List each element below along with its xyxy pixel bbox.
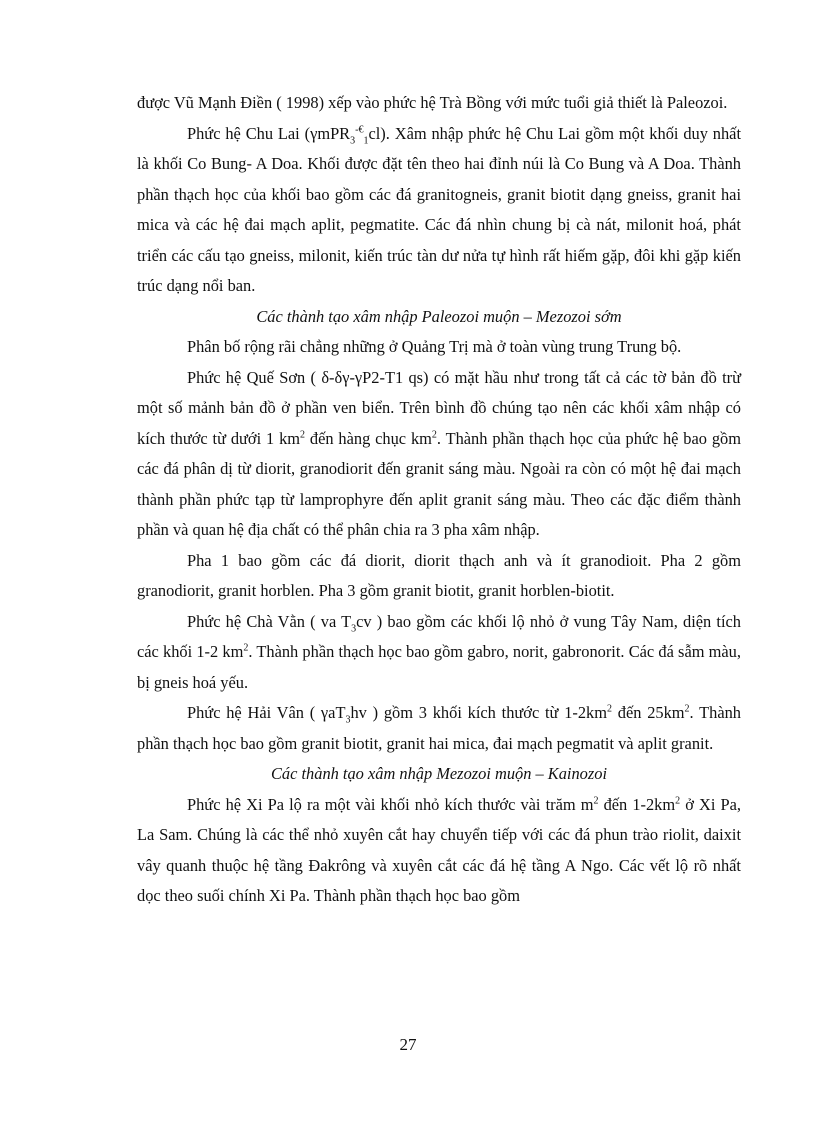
paragraph-cha-van: Phức hệ Chà Vằn ( va $T_3cv$ ) bao gồm các khối lộ nhỏ ở vung Tây Nam, diện tích các khối 1-2 $km^2$. Thành phần thạch học bao gồm gabro, norit, gabronorit. Các đá sẫm màu, bị gneis hoá yếu.	[137, 611, 741, 692]
paragraph-chu-lai: Phức hệ Chu Lai (γmPR$_3$-€$_1$cl). Xâm nhập phức hệ Chu Lai gồm một khối duy nhất là khối Co Bung- A Doa. Khối được đặt tên theo hai đỉnh núi là Co Bung và A Doa. Thành phần thạch học của khối bao gồm các đá granitogneis, granit biotit dạng gneiss, granit hai mica và các hệ đai mạch aplit, pegmatite. Các đá nhìn chung bị cà nát, milonit hoá, phát triển các cấu tạo gneiss, milonit, kiến trúc tàn dư nửa tự hình rất hiếm gặp, đôi khi gặp kiến trúc dạng nổi ban.	[137, 123, 741, 295]
paragraph-continuation: được Vũ Mạnh Điền ( 1998) xếp vào phức hệ Trà Bồng với mức tuổi giả thiết là Paleozoi.	[137, 93, 728, 112]
section-heading-mezozoi: Các thành tạo xâm nhập Mezozoi muộn – Kainozoi	[271, 764, 607, 783]
paragraph-phases: Pha 1 bao gồm các đá diorit, diorit thạch anh và ít granodioit. Pha 2 gồm granodiorit, granit horblen. Pha 3 gồm granit biotit, granit horblen-biotit.	[137, 550, 741, 600]
document-body	[137, 88, 741, 912]
paragraph-distribution: Phân bố rộng rãi chẳng những ở Quảng Trị mà ở toàn vùng trung Trung bộ.	[187, 337, 682, 356]
paragraph-que-son: Phức hệ Quế Sơn ( δ-δγ-γP2-T1 qs) có mặt hầu như trong tất cả các tờ bản đồ trừ một số mảnh bản đồ ở phần ven biển. Trên bình đồ chúng tạo nên các khối xâm nhập có kích thước từ dưới 1 $km^2$ đến hàng chục $km^2$. Thành phần thạch học của phức hệ bao gồm các đá phân dị từ diorit, granodiorit đến granit sáng màu. Ngoài ra còn có một hệ đai mạch thành phần phức tạp từ lamprophyre đến aplit granit sáng màu. Theo các đặc điểm thành phần và quan hệ địa chất có thể phân chia ra 3 pha xâm nhập.	[137, 367, 741, 539]
paragraph-xi-pa: Phức hệ Xi Pa lộ ra một vài khối nhỏ kích thước vài trăm $m^2$ đến $1-2km^2$ ở Xi Pa, La Sam. Chúng là các thể nhỏ xuyên cắt hay chuyển tiếp với các đá phun trào riolit, daixit vây quanh thuộc hệ tầng Đakrông và xuyên cắt các đá hệ tầng A Ngo. Các vết lộ rõ nhất dọc theo suối chính Xi Pa. Thành phần thạch học bao gồm	[137, 794, 741, 905]
paragraph-hai-van: Phức hệ Hải Vân ( γaT$_3$hv ) gồm 3 khối kích thước từ $1-2km^2$ đến $25km^2$. Thành phần thạch học bao gồm granit biotit, granit hai mica, đai mạch pegmatit và aplit granit.	[137, 703, 741, 753]
page-number: 27	[399, 1035, 417, 1054]
section-heading-paleozoi: Các thành tạo xâm nhập Paleozoi muộn – Mezozoi sớm	[256, 306, 622, 326]
